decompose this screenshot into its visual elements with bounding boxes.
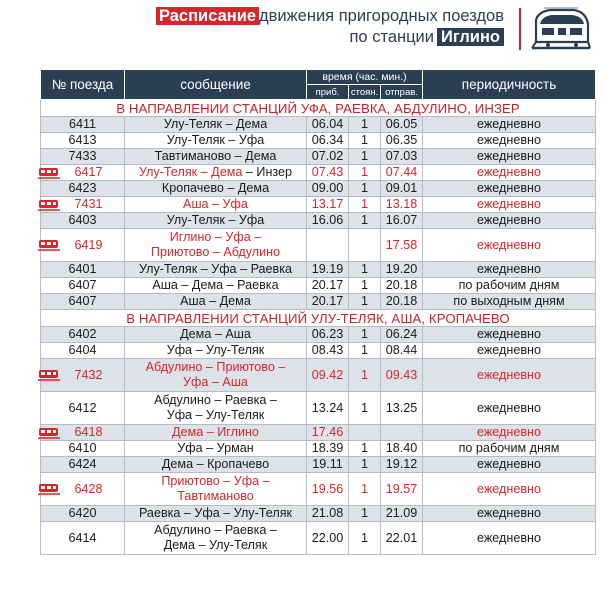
col-periodicity: периодичность <box>423 70 596 100</box>
route-cell <box>125 133 307 149</box>
route-cell <box>125 425 307 441</box>
stop-duration: 1 <box>349 213 381 229</box>
departure-time: 06.35 <box>381 133 423 149</box>
periodicity: ежедневно <box>423 343 596 359</box>
train-number: 6428 <box>74 481 103 496</box>
schedule-row <box>41 506 596 522</box>
route-cell <box>125 278 307 294</box>
stop-duration: 1 <box>349 522 381 555</box>
route-cell <box>125 294 307 310</box>
route-text: Улу-Теляк – Уфа – Раевка <box>138 262 293 276</box>
header-divider <box>519 8 521 50</box>
train-number: 6418 <box>74 425 103 439</box>
schedule-row <box>41 359 596 392</box>
schedule-table <box>40 69 596 555</box>
departure-time: 07.44 <box>381 165 423 181</box>
periodicity: ежедневно <box>423 133 596 149</box>
route-text: Дема – Иглино <box>172 425 259 439</box>
train-logo-icon <box>530 4 592 54</box>
arrival-time: 07.43 <box>307 165 349 181</box>
express-train-icon <box>38 239 60 251</box>
departure-time: 18.40 <box>381 441 423 457</box>
schedule-row <box>41 327 596 343</box>
periodicity: ежедневно <box>423 149 596 165</box>
stop-duration: 1 <box>349 473 381 506</box>
train-number-cell <box>41 506 125 522</box>
train-number-cell <box>41 343 125 359</box>
stop-duration: 1 <box>349 278 381 294</box>
route-cell <box>125 327 307 343</box>
route-cell <box>125 149 307 165</box>
arrival-time: 16.06 <box>307 213 349 229</box>
train-number: 6412 <box>68 400 97 415</box>
train-number-cell <box>41 181 125 197</box>
route-text: Уфа – Улу-Теляк <box>166 343 265 357</box>
route-text-line2: Уфа – Улу-Теляк <box>166 408 265 422</box>
route-text: Приютово – Уфа – <box>161 474 270 488</box>
periodicity: ежедневно <box>423 327 596 343</box>
periodicity: ежедневно <box>423 457 596 473</box>
periodicity: ежедневно <box>423 506 596 522</box>
train-number-cell <box>41 197 125 213</box>
departure-time: 17.58 <box>381 229 423 262</box>
stop-duration: 1 <box>349 165 381 181</box>
title-line-2 <box>350 28 505 47</box>
periodicity: ежедневно <box>423 117 596 133</box>
schedule-row <box>41 229 596 262</box>
col-time-group: время (час. мин.) <box>307 70 423 85</box>
route-cell <box>125 117 307 133</box>
departure-time: 06.05 <box>381 117 423 133</box>
train-number-cell <box>41 262 125 278</box>
route-text: Уфа – Урман <box>177 441 254 455</box>
arrival-time: 20.17 <box>307 294 349 310</box>
schedule-row <box>41 473 596 506</box>
arrival-time: 07.02 <box>307 149 349 165</box>
route-text: Улу-Теляк – Дема <box>138 165 243 179</box>
stop-duration <box>349 229 381 262</box>
express-train-icon <box>38 167 60 179</box>
train-number: 6410 <box>68 441 97 455</box>
route-text-line2: Приютово – Абдулино <box>150 245 281 259</box>
train-number: 6417 <box>74 165 103 179</box>
schedule-row <box>41 117 596 133</box>
departure-time: 08.44 <box>381 343 423 359</box>
arrival-time: 06.04 <box>307 117 349 133</box>
departure-time: 13.18 <box>381 197 423 213</box>
periodicity: ежедневно <box>423 522 596 555</box>
section-heading-row <box>41 310 596 327</box>
train-number: 7432 <box>74 367 103 382</box>
arrival-time: 17.46 <box>307 425 349 441</box>
route-cell <box>125 165 307 181</box>
schedule-row <box>41 197 596 213</box>
train-number: 6424 <box>68 457 97 471</box>
stop-duration: 1 <box>349 262 381 278</box>
train-number-cell <box>41 473 125 506</box>
train-number-cell <box>41 213 125 229</box>
route-text-line2: Уфа – Аша <box>183 375 248 389</box>
col-route: сообщение <box>125 70 307 100</box>
stop-duration: 1 <box>349 457 381 473</box>
express-train-icon <box>38 199 60 211</box>
departure-time: 19.57 <box>381 473 423 506</box>
arrival-time: 19.56 <box>307 473 349 506</box>
train-number: 6401 <box>68 262 97 276</box>
train-number: 6403 <box>68 213 97 227</box>
route-text: Кропачево – Дема <box>161 181 270 195</box>
train-number-cell <box>41 165 125 181</box>
stop-duration: 1 <box>349 359 381 392</box>
train-number-cell <box>41 425 125 441</box>
schedule-row <box>41 278 596 294</box>
departure-time: 22.01 <box>381 522 423 555</box>
schedule-row <box>41 392 596 425</box>
route-text-line2: Дема – Улу-Теляк <box>163 538 268 552</box>
route-cell <box>125 262 307 278</box>
periodicity: ежедневно <box>423 262 596 278</box>
title-text: движения пригородных поездов <box>259 7 504 25</box>
route-cell <box>125 457 307 473</box>
periodicity: ежедневно <box>423 392 596 425</box>
schedule-row <box>41 181 596 197</box>
arrival-time: 18.39 <box>307 441 349 457</box>
express-train-icon <box>38 427 60 439</box>
train-number: 6414 <box>68 530 97 545</box>
train-number-cell <box>41 294 125 310</box>
departure-time: 06.24 <box>381 327 423 343</box>
route-cell <box>125 181 307 197</box>
route-cell <box>125 343 307 359</box>
col-arrival: приб. <box>307 85 349 100</box>
arrival-time: 19.19 <box>307 262 349 278</box>
station-name: Иглино <box>437 28 504 46</box>
route-cell <box>125 229 307 262</box>
stop-duration: 1 <box>349 149 381 165</box>
arrival-time: 06.34 <box>307 133 349 149</box>
arrival-time: 19.11 <box>307 457 349 473</box>
route-cell <box>125 392 307 425</box>
train-number: 6420 <box>68 506 97 520</box>
train-number-cell <box>41 441 125 457</box>
col-departure: отправ. <box>381 85 423 100</box>
route-text: Дема – Кропачево <box>161 457 270 471</box>
stop-duration: 1 <box>349 506 381 522</box>
route-text: Дема – Аша <box>180 327 251 341</box>
col-train-number: № поезда <box>41 70 125 100</box>
route-cell <box>125 197 307 213</box>
train-number: 7431 <box>74 197 103 211</box>
title-highlight: Расписание <box>156 7 259 25</box>
section-heading-row <box>41 100 596 117</box>
route-text: Улу-Теляк – Уфа <box>166 133 265 147</box>
schedule-row <box>41 165 596 181</box>
departure-time: 21.09 <box>381 506 423 522</box>
periodicity: ежедневно <box>423 425 596 441</box>
col-stop: стоян. <box>349 85 381 100</box>
train-number: 6402 <box>68 327 97 341</box>
train-number: 6413 <box>68 133 97 147</box>
schedule-row <box>41 133 596 149</box>
route-text-line2: Тавтиманово <box>177 489 254 503</box>
schedule-row <box>41 441 596 457</box>
periodicity: ежедневно <box>423 213 596 229</box>
departure-time: 09.01 <box>381 181 423 197</box>
arrival-time: 08.43 <box>307 343 349 359</box>
schedule-row <box>41 294 596 310</box>
section-heading: В НАПРАВЛЕНИИ СТАНЦИЙ УФА, РАЕВКА, АБДУЛИНО, ИНЗЕР <box>41 100 596 117</box>
train-number-cell <box>41 117 125 133</box>
periodicity: ежедневно <box>423 229 596 262</box>
route-text: Тавтиманово – Дема <box>154 149 277 163</box>
page-header <box>0 0 604 62</box>
schedule-row <box>41 343 596 359</box>
stop-duration <box>349 425 381 441</box>
departure-time: 20.18 <box>381 294 423 310</box>
arrival-time: 22.00 <box>307 522 349 555</box>
route-cell <box>125 359 307 392</box>
arrival-time: 13.17 <box>307 197 349 213</box>
periodicity: по выходным дням <box>423 294 596 310</box>
stop-duration: 1 <box>349 392 381 425</box>
express-train-icon <box>38 483 60 495</box>
stop-duration: 1 <box>349 294 381 310</box>
schedule-row <box>41 425 596 441</box>
subtitle-prefix: по станции <box>349 28 434 46</box>
route-text: Иглино – Уфа – <box>169 230 262 244</box>
stop-duration: 1 <box>349 343 381 359</box>
schedule-row <box>41 149 596 165</box>
route-cell <box>125 506 307 522</box>
arrival-time: 09.00 <box>307 181 349 197</box>
stop-duration: 1 <box>349 327 381 343</box>
route-text: Улу-Теляк – Дема <box>163 117 268 131</box>
schedule-row <box>41 457 596 473</box>
periodicity: ежедневно <box>423 197 596 213</box>
title-line-1 <box>156 7 504 26</box>
route-text: Аша – Дема – Раевка <box>152 278 279 292</box>
train-number: 6407 <box>68 278 97 292</box>
departure-time: 19.20 <box>381 262 423 278</box>
route-cell <box>125 213 307 229</box>
periodicity: ежедневно <box>423 473 596 506</box>
arrival-time: 09.42 <box>307 359 349 392</box>
train-number: 7433 <box>68 149 97 163</box>
route-text: Улу-Теляк – Уфа <box>166 213 265 227</box>
train-number: 6419 <box>74 237 103 252</box>
express-train-icon <box>38 369 60 381</box>
route-text: Абдулино – Раевка – <box>154 523 277 537</box>
departure-time: 16.07 <box>381 213 423 229</box>
train-number-cell <box>41 327 125 343</box>
train-number-cell <box>41 359 125 392</box>
train-number-cell <box>41 133 125 149</box>
route-text: Абдулино – Приютово – <box>145 360 286 374</box>
train-number-cell <box>41 522 125 555</box>
route-text: Аша – Дема <box>180 294 251 308</box>
route-text: Аша – Уфа <box>183 197 248 211</box>
train-number: 6407 <box>68 294 97 308</box>
train-number-cell <box>41 392 125 425</box>
train-number-cell <box>41 278 125 294</box>
schedule-row <box>41 522 596 555</box>
schedule-row <box>41 213 596 229</box>
stop-duration: 1 <box>349 181 381 197</box>
arrival-time: 21.08 <box>307 506 349 522</box>
route-text: Абдулино – Раевка – <box>154 393 277 407</box>
route-text: Раевка – Уфа – Улу-Теляк <box>138 506 293 520</box>
train-number: 6411 <box>68 117 97 131</box>
train-number: 6404 <box>68 343 97 357</box>
departure-time: 09.43 <box>381 359 423 392</box>
route-cell <box>125 473 307 506</box>
departure-time: 20.18 <box>381 278 423 294</box>
departure-time <box>381 425 423 441</box>
section-heading: В НАПРАВЛЕНИИ СТАНЦИЙ УЛУ-ТЕЛЯК, АША, КРОПАЧЕВО <box>41 310 596 327</box>
arrival-time: 06.23 <box>307 327 349 343</box>
train-number-cell <box>41 229 125 262</box>
departure-time: 19.12 <box>381 457 423 473</box>
train-number-cell <box>41 457 125 473</box>
train-number: 6423 <box>68 181 97 195</box>
periodicity: ежедневно <box>423 359 596 392</box>
route-tail: – Инзер <box>242 165 293 179</box>
arrival-time: 20.17 <box>307 278 349 294</box>
departure-time: 13.25 <box>381 392 423 425</box>
stop-duration: 1 <box>349 117 381 133</box>
arrival-time: 13.24 <box>307 392 349 425</box>
periodicity: по рабочим дням <box>423 441 596 457</box>
route-cell <box>125 522 307 555</box>
departure-time: 07.03 <box>381 149 423 165</box>
stop-duration: 1 <box>349 197 381 213</box>
route-cell <box>125 441 307 457</box>
stop-duration: 1 <box>349 441 381 457</box>
periodicity: ежедневно <box>423 181 596 197</box>
periodicity: по рабочим дням <box>423 278 596 294</box>
arrival-time <box>307 229 349 262</box>
periodicity: ежедневно <box>423 165 596 181</box>
stop-duration: 1 <box>349 133 381 149</box>
train-number-cell <box>41 149 125 165</box>
schedule-row <box>41 262 596 278</box>
